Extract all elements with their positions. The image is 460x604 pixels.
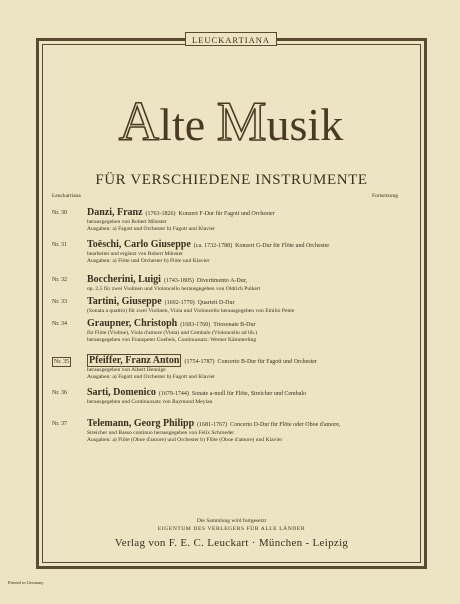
entry-detail: (Sonata a quattro) für zwei Violinen, Viola und Violoncello herausgegeben von Emilio Pente: [87, 308, 295, 314]
title-part-2: usik: [266, 99, 344, 150]
composer-dates: (1763-1826): [145, 211, 176, 217]
entry-detail: herausgegeben von Franzpeter Goebels, Continuosatz: Werner Kämmerling: [87, 337, 257, 344]
work-title: Triosonate B-Dur: [213, 322, 256, 328]
entry-headline: [87, 419, 417, 430]
rights-note: EIGENTUM DES VERLEGERS FÜR ALLE LÄNDER: [157, 526, 306, 532]
composer-dates: (1692-1770): [164, 300, 195, 306]
composer-name: Tartini, Giuseppe: [87, 296, 162, 307]
work-title: Concerto D-Dur für Flöte oder Oboe d'amore,: [230, 422, 341, 428]
entry-number: Nr. 30: [52, 210, 67, 216]
continuation-note: Die Sammlung wird fortgesetzt: [196, 518, 267, 524]
work-title: Konzert F-Dur für Fagott und Orchester: [178, 211, 275, 217]
entry-body: [87, 240, 417, 265]
entry-detail: herausgegeben von Albert Hennige: [87, 367, 166, 373]
subtitle: FÜR VERSCHIEDENE INSTRUMENTE: [95, 172, 368, 188]
work-title: Quartett D-Dur: [197, 300, 235, 306]
entry-detail: Ausgaben: a) Flöte (Oboe d'amore) und Orchester b) Flöte (Oboe d'amore) und Klavier: [87, 437, 283, 444]
svg-text:Alte Musik: [119, 96, 343, 152]
entry-detail: Ausgaben: a) Fagott und Orchester b) Fagott und Klavier: [87, 226, 216, 233]
entry-number: Nr. 33: [52, 299, 67, 305]
entry-body: [87, 319, 417, 344]
entry-body: [87, 275, 417, 293]
composer-dates: (1681-1767): [197, 422, 228, 428]
printed-note: Printed in Germany: [8, 580, 44, 585]
entry-body: [87, 356, 417, 381]
work-title: Concerto B-Dur für Fagott und Orchester: [217, 359, 317, 365]
work-title: Sonate a-moll für Flöte, Streicher und Cembalo: [191, 391, 307, 397]
entry-headline: [87, 388, 417, 399]
entry-detail: für Flöte (Violine), Viola d'amore (Viola) und Cembalo (Violoncello ad lib.): [87, 330, 258, 336]
entry-detail: herausgegeben von Robert Münster: [87, 219, 167, 225]
publisher-line: Verlag von F. E. C. Leuckart · München - Leipzig: [114, 537, 349, 549]
composer-name: Telemann, Georg Philipp: [87, 418, 195, 429]
entry-detail: Ausgaben: a) Fagott und Orchester b) Fagott und Klavier: [87, 374, 216, 381]
title-part-1: lte: [159, 99, 217, 150]
entry-body: [87, 208, 417, 233]
entry-number: Nr. 32: [52, 277, 67, 283]
composer-name: Danzi, Franz: [87, 207, 143, 218]
work-title: Divertimento A-Dur,: [196, 278, 247, 284]
entry-body: [87, 297, 417, 315]
composer-dates: (1683-1760): [180, 322, 211, 328]
composer-dates: (1754-1787): [184, 359, 215, 365]
composer-name: Boccherini, Luigi: [87, 274, 161, 285]
entry-number: Nr. 31: [52, 242, 67, 248]
entry-headline: [87, 319, 417, 330]
title-initial-m: M: [216, 96, 267, 152]
entry-number: Nr. 37: [52, 421, 67, 427]
work-title: Konzert G-Dur für Flöte und Orchester: [235, 243, 330, 249]
main-title: [44, 96, 419, 152]
entry-number: Nr. 35: [54, 359, 69, 365]
composer-name: Sarti, Domenico: [87, 387, 156, 398]
entry-body: [87, 419, 417, 444]
entry-number: Nr. 34: [52, 321, 67, 327]
column-label-right: Fortsetzung: [372, 193, 398, 199]
series-label: LEUCKARTIANA: [185, 32, 277, 46]
composer-name: Toëschi, Carlo Giuseppe: [87, 239, 191, 250]
entry-number: Nr. 36: [52, 390, 67, 396]
composer-dates: (1679-1744): [158, 391, 189, 397]
entry-body: [87, 388, 417, 406]
entry-detail: herausgegeben und Continuosatz von Raymond Meylan: [87, 399, 213, 405]
entry-detail: Ausgaben: a) Flöte und Orchester b) Flöte und Klavier: [87, 258, 210, 265]
entry-headline: [87, 356, 417, 367]
composer-name: Graupner, Christoph: [87, 318, 178, 329]
entry-detail: bearbeitet und ergänzt von Robert Münster: [87, 251, 184, 257]
composer-name: Pfeiffer, Franz Anton: [89, 355, 180, 366]
title-initial-a: A: [118, 96, 160, 152]
composer-dates: (1743-1805): [163, 278, 194, 284]
entry-detail: Streicher und Basso continuo herausgegeben von Felix Schroeder: [87, 430, 235, 436]
entry-headline: [87, 275, 417, 286]
entry-headline: [87, 297, 417, 308]
composer-dates: (ca. 1732-1788): [193, 243, 233, 249]
entry-detail: op. 2,5 für zwei Violinen und Violoncello herausgegeben von Oldrich Pulkert: [87, 286, 261, 292]
column-label-left: Leuckartiana: [52, 193, 81, 199]
entry-headline: [87, 240, 417, 251]
entry-headline: [87, 208, 417, 219]
